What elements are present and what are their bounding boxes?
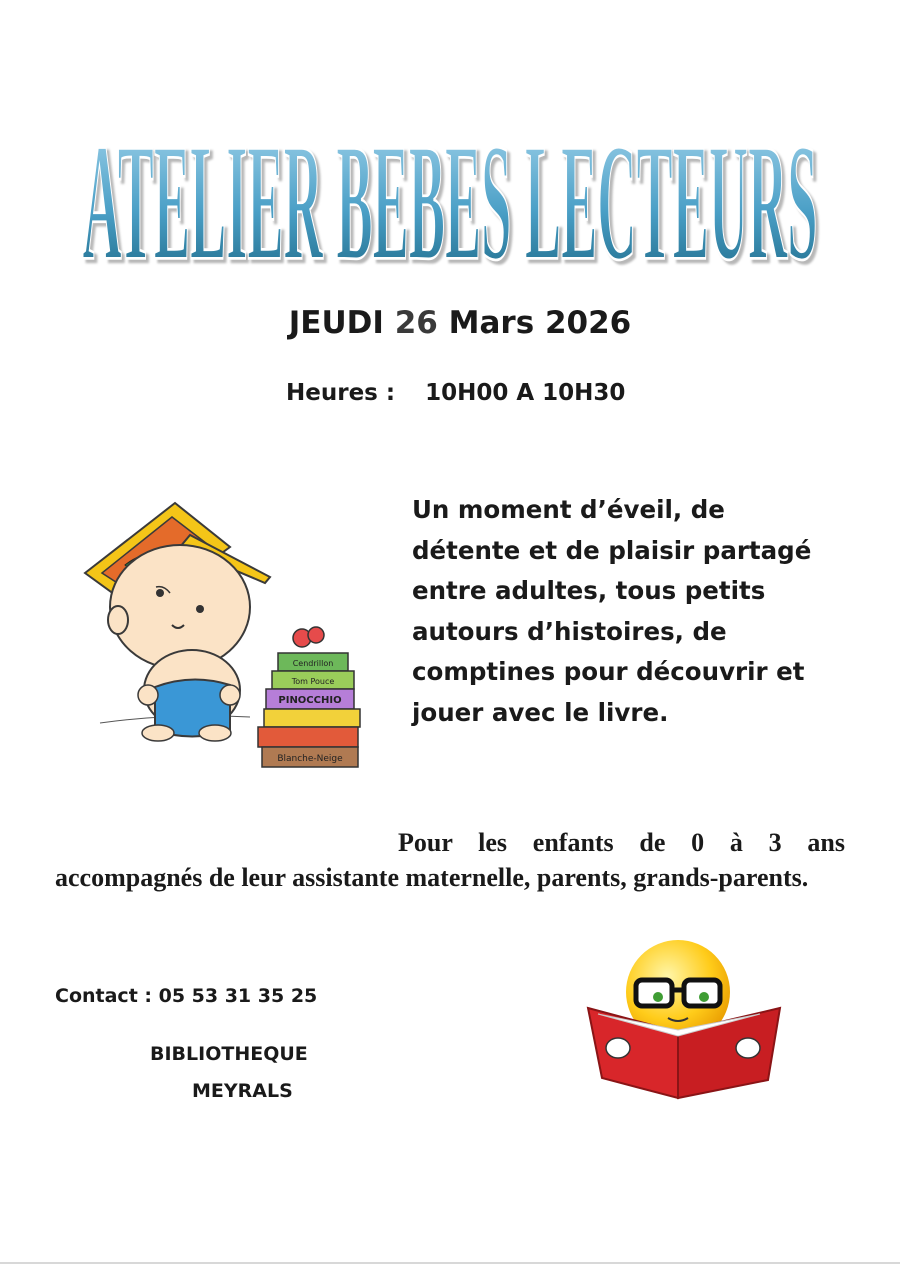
contact-phone: Contact : 05 53 31 35 25 (55, 985, 318, 1007)
smiley-reading-book-icon (580, 940, 790, 1100)
book-spine-label: Blanche-Neige (277, 754, 343, 764)
audience-text: Pour les enfants de 0 à 3 ans accompagnés de leur assistante maternelle, parents, grands-parents. (55, 828, 845, 892)
book-spine-label: Tom Pouce (291, 677, 335, 686)
page-title: ATELIER BEBES LECTEURS (82, 109, 818, 280)
page-bottom-border (0, 1262, 900, 1264)
book-stack-icon (258, 627, 360, 767)
event-date (0, 305, 900, 341)
event-hours (286, 380, 625, 406)
hours-value: 10H00 A 10H30 (425, 380, 626, 406)
hours-label: Heures : (286, 380, 396, 406)
title-wordart (60, 40, 840, 280)
event-description: Un moment d’éveil, de détente et de plaisir partagé entre adultes, tous petits autours d’histoires, de comptines pour découvrir et jouer avec le livre. (412, 495, 812, 727)
book-spine-label: Cendrillon (292, 659, 334, 668)
library-name: BIBLIOTHEQUE (150, 1043, 308, 1065)
book-spine-label: PINOCCHIO (278, 695, 342, 706)
event-day-number: 26 (394, 305, 438, 341)
baby-reading-illustration (80, 495, 380, 780)
event-month-year: Mars 2026 (448, 305, 632, 341)
library-town: MEYRALS (192, 1080, 293, 1102)
event-day: JEUDI (288, 305, 384, 341)
